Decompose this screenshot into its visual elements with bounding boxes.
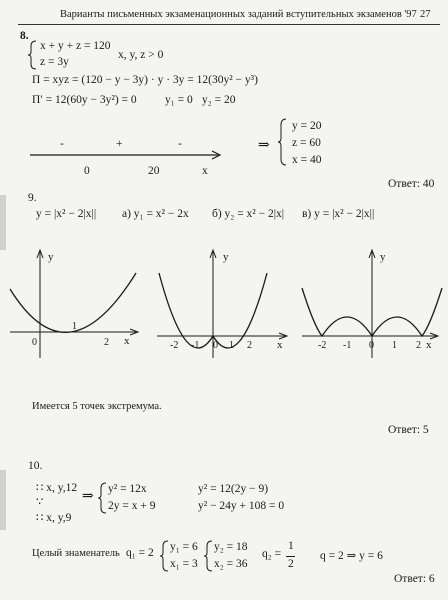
- graph-c-tick: -2: [318, 340, 327, 351]
- case-1-brace: [160, 540, 170, 572]
- sign-minus-1: -: [60, 138, 64, 150]
- graph-b: [155, 248, 295, 363]
- graph-c: [300, 248, 445, 363]
- graph-a-origin: 0: [32, 337, 37, 348]
- q2-label: q₂ =: [262, 548, 282, 560]
- result-brace: [278, 118, 288, 166]
- graph-b-x-label: x: [277, 339, 283, 351]
- derivative-eq: П′ = 12(60y − 3y²) = 0: [32, 94, 137, 106]
- graph-c-x-label: x: [426, 339, 432, 351]
- system-brace: [28, 40, 38, 70]
- problem-9-number: 9.: [28, 192, 37, 204]
- graph-b-tick: 2: [247, 340, 252, 351]
- sign-minus-2: -: [178, 138, 182, 150]
- margin-shadow: [0, 470, 6, 530]
- case-2-x: x₂ = 36: [214, 558, 248, 570]
- case-a: а) y₁ = x² − 2x: [122, 208, 189, 220]
- margin-shadow: [0, 195, 6, 250]
- number-line: [30, 150, 230, 160]
- axis-label-x: x: [202, 165, 208, 177]
- case-2-brace: [204, 540, 214, 572]
- graph-b-tick: -1: [191, 340, 200, 351]
- problem-8-number: 8.: [20, 30, 29, 42]
- answer-9: Ответ: 5: [388, 424, 429, 436]
- condition: x, y, z > 0: [118, 49, 164, 61]
- final-result: q = 2 ⇒ y = 6: [320, 550, 383, 562]
- result-y: y = 20: [292, 120, 322, 132]
- header-rule: [18, 24, 440, 25]
- problem-10-number: 10.: [28, 460, 43, 472]
- graph-a: [8, 248, 148, 363]
- result-z: z = 60: [292, 137, 321, 149]
- case-c: в) y = |x² − 2|x||: [302, 208, 375, 220]
- function-eq: y = |x² − 2|x||: [36, 208, 97, 220]
- result-x: x = 40: [292, 154, 322, 166]
- system-eq-1: x + y + z = 120: [40, 40, 111, 52]
- graph-a-tick-1: 1: [72, 321, 77, 332]
- graph-a-x-label: x: [124, 335, 130, 347]
- system-brace-10: [98, 482, 108, 514]
- system-10-eq-2: 2y = x + 9: [108, 500, 156, 512]
- graph-c-tick: 2: [416, 340, 421, 351]
- q2-numerator: 1: [288, 540, 294, 552]
- q2-fraction-bar: [286, 556, 295, 557]
- page-header-title: Варианты письменных экзаменационных заданий вступительных экзаменов '97: [60, 9, 417, 20]
- graph-c-tick: 1: [392, 340, 397, 351]
- graph-c-tick: 0: [369, 340, 374, 351]
- case-b: б) y₂ = x² − 2|x|: [212, 208, 285, 220]
- root-2: y₂ = 20: [202, 94, 236, 106]
- graph-b-tick: 0: [213, 340, 218, 351]
- graph-a-tick-2: 2: [104, 337, 109, 348]
- system-10-eq-1: y² = 12x: [108, 483, 147, 495]
- implies-arrow-10: ⇒: [82, 489, 94, 504]
- system-eq-2: z = 3y: [40, 56, 69, 68]
- page-number: 27: [420, 9, 431, 20]
- integer-denominator-label: Целый знаменатель: [32, 548, 120, 559]
- graph-c-y-label: y: [380, 251, 386, 263]
- progression-1: ∷ x, y,12: [36, 482, 78, 494]
- answer-10: Ответ: 6: [394, 573, 435, 585]
- subst-eq: y² = 12(2y − 9): [198, 483, 269, 495]
- answer-8: Ответ: 40: [388, 178, 435, 190]
- progression-2: ∷ x, y,9: [36, 512, 72, 524]
- q1: q₁ = 2: [126, 547, 154, 559]
- extrema-text: Имеется 5 точек экстремума.: [32, 401, 162, 412]
- case-1-y: y₁ = 6: [170, 541, 198, 553]
- axis-label-20: 20: [148, 165, 160, 177]
- graph-b-tick: -2: [170, 340, 179, 351]
- quadratic-eq: y² − 24y + 108 = 0: [198, 500, 285, 512]
- root-1: y₁ = 0: [165, 94, 193, 106]
- graph-c-tick: -1: [343, 340, 352, 351]
- graph-b-tick: 1: [229, 340, 234, 351]
- sign-plus: +: [116, 138, 123, 150]
- graph-a-y-label: y: [48, 251, 54, 263]
- axis-label-0: 0: [84, 165, 90, 177]
- case-2-y: y₂ = 18: [214, 541, 248, 553]
- progression-sep: ∵: [36, 496, 44, 508]
- case-1-x: x₁ = 3: [170, 558, 198, 570]
- q2-denominator: 2: [288, 558, 294, 570]
- product-eq: П = xyz = (120 − y − 3y) · y · 3y = 12(30y² − y³): [32, 74, 258, 86]
- graph-b-y-label: y: [223, 251, 229, 263]
- implies-arrow: ⇒: [258, 138, 270, 153]
